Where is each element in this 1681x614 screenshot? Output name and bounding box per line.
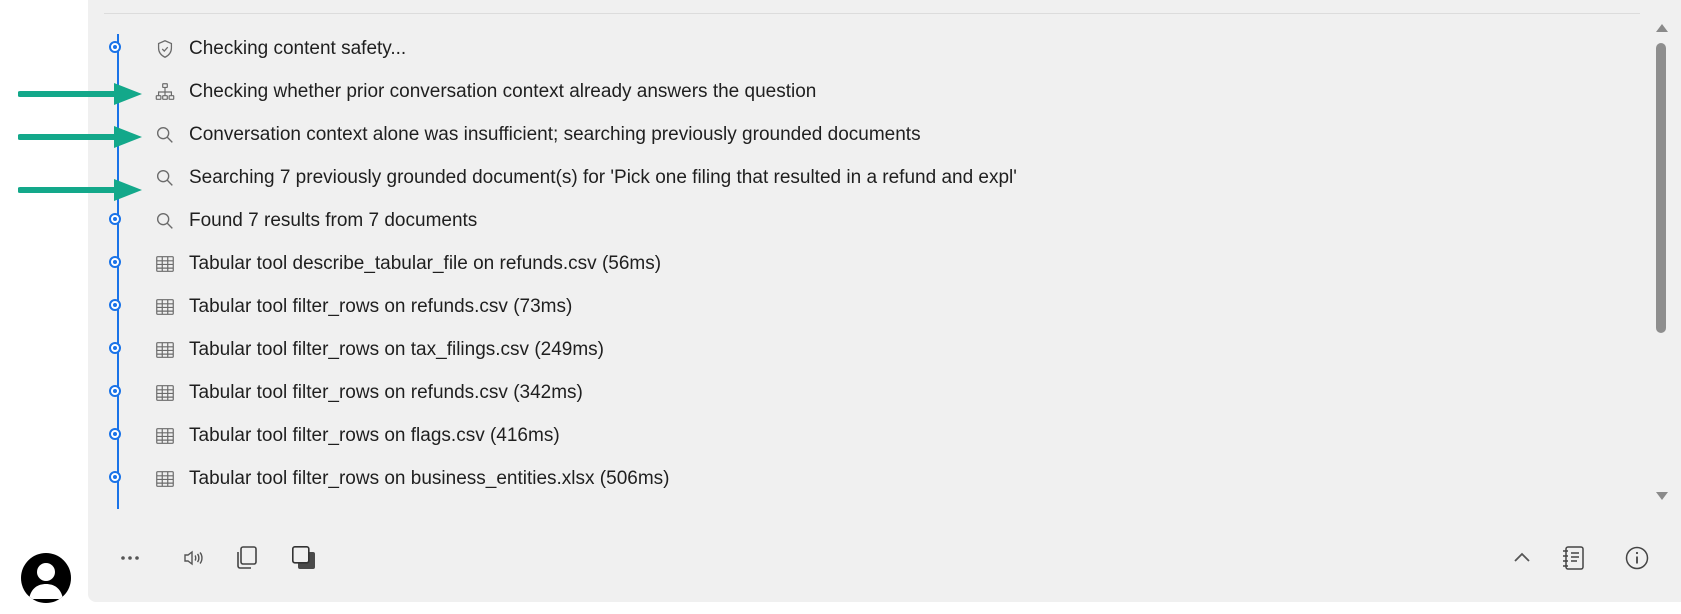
scroll-up-arrow-icon[interactable] xyxy=(1656,24,1668,32)
table-icon xyxy=(154,253,176,275)
timeline-dot xyxy=(109,342,121,354)
notebook-icon xyxy=(1560,544,1588,572)
person-icon xyxy=(21,553,71,603)
timeline-step xyxy=(88,456,1628,502)
timeline-dot xyxy=(109,471,121,483)
annotation-arrow xyxy=(18,124,144,150)
timeline-dot xyxy=(109,385,121,397)
table-icon xyxy=(154,339,176,361)
search-icon xyxy=(154,167,176,189)
copy-filled-icon xyxy=(289,543,319,573)
scroll-down-arrow-icon[interactable] xyxy=(1656,492,1668,500)
timeline-step xyxy=(88,413,1628,459)
timeline-dot xyxy=(109,41,121,53)
timeline-step-label: Tabular tool filter_rows on flags.csv (416ms) xyxy=(189,425,560,446)
timeline-step-label: Checking content safety... xyxy=(189,38,407,59)
timeline-step-label: Tabular tool filter_rows on refunds.csv (73ms) xyxy=(189,296,573,317)
timeline-dot xyxy=(109,299,121,311)
timeline-step-label: Tabular tool filter_rows on tax_filings.csv (249ms) xyxy=(189,339,605,360)
timeline-step-label: Found 7 results from 7 documents xyxy=(189,210,478,231)
timeline-step xyxy=(88,26,1628,72)
timeline-step xyxy=(88,112,1628,158)
copy-icon xyxy=(232,544,260,572)
read-aloud-icon xyxy=(181,546,205,570)
timeline-step-label: Searching 7 previously grounded document(s) for 'Pick one filing that resulted in a refund and expl' xyxy=(189,167,1017,188)
info-icon xyxy=(1624,545,1650,571)
chat-message-panel xyxy=(88,0,1681,602)
timeline-step xyxy=(88,370,1628,416)
table-icon xyxy=(154,382,176,404)
timeline-step xyxy=(88,69,1628,115)
activity-timeline xyxy=(88,16,1640,509)
copy-all-button[interactable] xyxy=(288,542,320,574)
timeline-step-label: Tabular tool filter_rows on refunds.csv (342ms) xyxy=(189,382,583,403)
user-avatar[interactable] xyxy=(21,553,71,603)
timeline-step xyxy=(88,327,1628,373)
timeline-step-label: Tabular tool describe_tabular_file on refunds.csv (56ms) xyxy=(189,253,662,274)
timeline-dot xyxy=(109,256,121,268)
timeline-dot xyxy=(109,213,121,225)
table-icon xyxy=(154,425,176,447)
timeline-step xyxy=(88,198,1628,244)
timeline-step-label: Tabular tool filter_rows on business_entities.xlsx (506ms) xyxy=(189,468,670,489)
more-options-button[interactable] xyxy=(114,542,146,574)
notebook-button[interactable] xyxy=(1558,542,1590,574)
chevron-up-icon xyxy=(1510,546,1534,570)
search-icon xyxy=(154,210,176,232)
hierarchy-icon xyxy=(154,81,176,103)
top-divider xyxy=(104,13,1640,14)
timeline-step xyxy=(88,155,1628,201)
copy-button[interactable] xyxy=(230,542,262,574)
info-button[interactable] xyxy=(1621,542,1653,574)
collapse-button[interactable] xyxy=(1506,542,1538,574)
annotation-arrow xyxy=(18,177,144,203)
shield-check-icon xyxy=(154,38,176,60)
scroll-thumb[interactable] xyxy=(1656,43,1666,333)
timeline-dot xyxy=(109,428,121,440)
timeline-step xyxy=(88,241,1628,287)
timeline-step-label: Checking whether prior conversation context already answers the question xyxy=(189,81,817,102)
read-aloud-button[interactable] xyxy=(177,542,209,574)
timeline-step-label: Conversation context alone was insufficient; searching previously grounded documents xyxy=(189,124,921,145)
vertical-scrollbar[interactable] xyxy=(1653,16,1669,506)
more-options-icon xyxy=(118,554,142,562)
table-icon xyxy=(154,468,176,490)
timeline-step xyxy=(88,284,1628,330)
table-icon xyxy=(154,296,176,318)
search-icon xyxy=(154,124,176,146)
annotation-arrow xyxy=(18,81,144,107)
